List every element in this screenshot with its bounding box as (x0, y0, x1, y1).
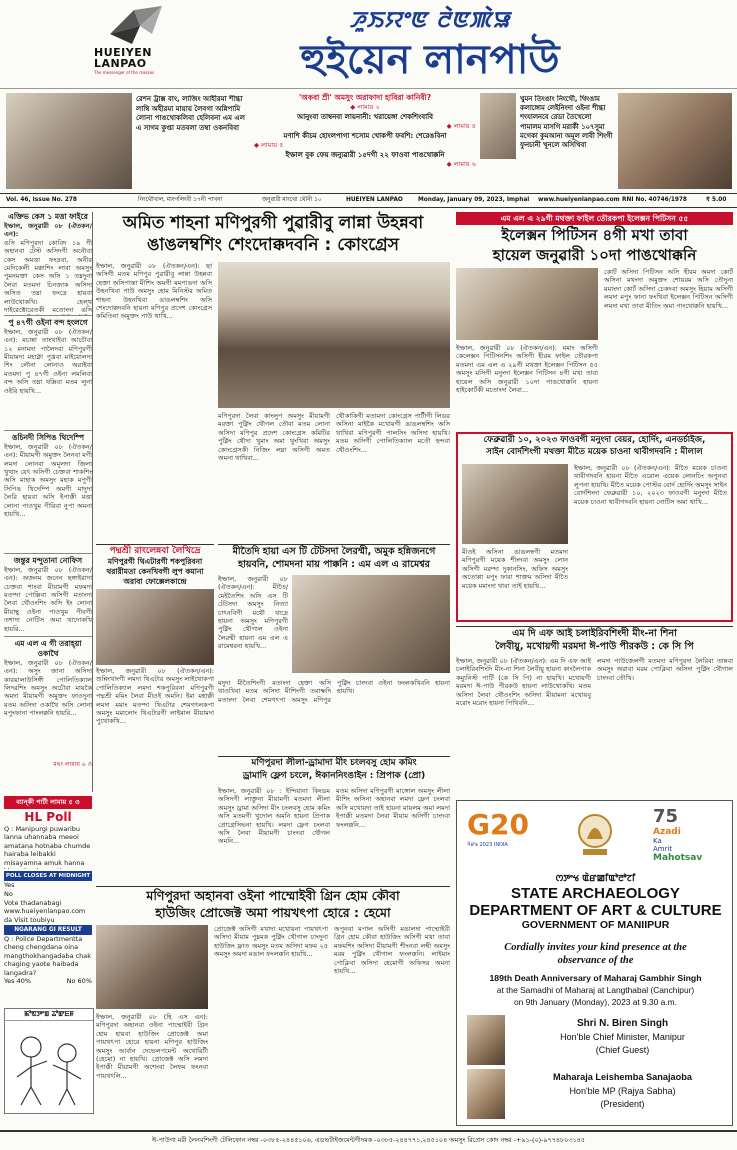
poll-yes[interactable]: Yes (4, 881, 15, 889)
left-story1-body: ঙসি মণিপুরদা কোবিদ ১৯ গী অহানবা টেস্ট অসিদগী অনৌবা কেস অমত্তা ফংদ্রবা, অনীর মেদিকেলী মক্কাশিং লাবা অমসুং পুমনমক্তা কেস অসি ১ তম্নদুনা লৈবা মতমদা চিনজাক অসিদা অসিত তম্না ফংদ্রে হায়বা লাউথোকখি। হেল্থ দাইরেক্টোরেতকী মতোংদা ঙসি (4, 238, 92, 315)
left-story1-title: এক্তিভ কেস ১ মত্তা ফাইরে (8, 212, 88, 221)
poll-question: Q : Manipurgi puwaribu lanna uhannaba meeoi amatana hotnaba chumde hairaba leibakki misayamna amuk hanna (4, 825, 91, 867)
left-story4-body: ইম্ফাল, জনুৱারী ০৮ (ঐতকন/এন): অজনম জনেন ছঙ্গাইরাদা চেক্তবা শাংবা মীয়ামগী মফমদা মতম্দা পোল্লিবা অসিগী মতাংদা লৈবা থৌওংশিং অসি ইং লোনা মীয়াম্বু ওইনা পাওখুম পীবগী তশাদা নোটিস অমা থাদোকখি হায়রি... (4, 565, 92, 633)
ad-meetei-line: ꯁꯇꯦꯠ ꯑꯥꯔꯀꯤꯑꯣꯂꯣꯖꯤ (555, 874, 636, 884)
teaser-mid-1-page: ◆ লামায় ২ (350, 103, 380, 111)
padmashri-photo (96, 589, 214, 665)
cartoon-box (4, 1008, 94, 1114)
kcp-story (456, 626, 733, 797)
teaser-right-text: খুমন তিংঙাং নিংথৌ, থিংঙাম কলাঙ্গোম লেইনিংদা ওইনা শীগ্ধা শংযালনবে রেডা তৈখেলো পামালম মাসগি মরার্কী ১০৭সুমা মগেকা কুমআনা অমূল লাবী শিংগী ফুনচানী খূনলে অসিখিবা (520, 95, 613, 150)
leela-body: ইম্ফাল, জনুৱারী ০৮ : ইন্দিয়ানা কিংডম অসিদগী লাক্তুনা মীয়ামগী মতমদা লীলা অমসুং ড্রামা অসিদা মীং চংলবসু হোম কমিং অসি মতমগী খুদোল অমনি হায়না প্রিপাক প্রোগ্রেসিভনা হায়খি। লমদা ফ্লেগ চংলবা অসি লৈবা মীয়ামগী চাংদবা থৌগল অমনি... (218, 787, 330, 846)
teaser-mid-4[interactable]: ইম্ফাল বুক ফেয় জন্যুৱারী ১৫দগী ২২ ফাওবা পাঙথোক্কনি (285, 151, 445, 159)
g20-sub: ꯚꯥꯔꯠ 2023 INDIA (467, 842, 508, 848)
teaser-photo-left (6, 93, 132, 189)
rameshwar-body-1: ইম্ফাল, জনুৱারী ০৮ (ঐতকন/এন): মীতৈ/মেইতৈশিং অসি এস টি টেটসদা অমসুং নিত্যা চাৎনবিগী মথৌ থাদ্রে হায়না অমসুং মণিপুরগী পুক্নিং থৌগাল ওইনা লৈরম্মী হায়না এম এল এ রামেশ্বরনা হায়খি... (218, 575, 288, 651)
lead-headline-2: ঙাঙলম্বশিং শেংদোক্কদবনি : কোংগ্রেস (146, 235, 400, 255)
right-top-photo (456, 268, 598, 340)
padmashri-story (96, 544, 214, 801)
poll-title: HL Poll (24, 810, 72, 824)
ad-portrait-president (467, 1069, 505, 1119)
dateline-date: Monday, January 09, 2023, Imphal (418, 197, 530, 203)
ad-org-3: GOVERNMENT OF MANIIPUR (521, 919, 670, 931)
ad-invite-2: observance of the (557, 955, 634, 966)
padmashri-sub-1: মণিপুরগী থিএটারগী শকপুরিবনা (107, 557, 203, 566)
poll-yes-pct: Yes 40% (4, 977, 32, 985)
dateline-price: ₹ 5.00 (706, 197, 727, 203)
hemo-col-2: প্রোজেক্ট অসিগী মখাদা মখোয়না পায়খৎপা অসিদা মীয়াম পুম্নমক পুক্নিং থৌগাল চাংদুনা হাউজিং ফ্লাত অমসুং মতম অসিদা মফম ২৫ অমসুং অমদা মঙাল ফংলক্কনি হায়খি... (214, 925, 328, 959)
leela-headline-2: ড্রামাদি ফ্লেগ চংলে, ঈকাননিংঙাইন : প্রিপাক (প্রো) (242, 771, 426, 781)
poll-no-pct: No 60% (66, 977, 92, 985)
leela-story (218, 756, 450, 883)
dateline-era: নিংথৌখাল, মাংগলিংবী ১৭নী পাখনা (138, 197, 223, 203)
hemo-headline-1: মণিপুরদা অহানবা ওইনা পাম্মোইবী গ্রিন হোম কৌবা (146, 888, 400, 903)
brand-en-2: LANPAO (94, 57, 147, 70)
dateline-vol: Vol. 46, Issue No. 278 (6, 197, 77, 203)
ad-chief-title: Hon'ble Chief Minister, Manipur (560, 1032, 685, 1042)
footer-bar (0, 1130, 737, 1150)
mayek-body-2: মীওই অসিনা ঙাঙলম্বগী মতমদা মণিপুরগী ময়েক শীংদবা অমসুং লোন অসিগী মরম্দা দুকানসিং, অফিস অমসুং অতোপ্পা মপুং ফাবা শাক্তম অসিদা মীতৈ ময়েক মমাংদা থাবা তাই হায়খি... (462, 548, 568, 590)
rameshwar-photo (292, 575, 450, 673)
teaser-left-text: রেশন ট্রাক্স বাং, লাজিং আহীরমা শীগ্ধা লাম্বি অহীরমা মায়ায় লৈবগা অন্নিপামি লোনা পাঙথোকলিবা হেলিবনা এম এল এ সাগম কুপ্তা মতবলা তম্বা ওকনবিবা (136, 95, 245, 132)
lead-photo (218, 262, 450, 408)
left-story5-title: এম এল এ গী তরাহ্য়া ওকাথৈ (4, 636, 92, 659)
padmashri-body: ইম্ফাল, জনুৱারী ০৮ (ঐতকন/এন): শুন্নিংখাংগী লমদা থিএটার অমসুং লাইথোকপা পোলিতিক্যাল লমদা শকপুরিবনা মণিপুরগী পদ্মশ্রী মমিং লৈবা মীওই অমনি। ইমা মহাক্কী লমদা মমাং মতম্দা থিএটার শেমগৎলকপা অমসুং মমালোং থিএটারগী লাইমাল মীয়ামদা পুথোকখি... (96, 667, 214, 726)
cartoon-drawing-icon (5, 1021, 91, 1111)
left-story2-title: পু ৪৭গী ওইনা বন্দ হংলগে (4, 315, 92, 328)
dateline-rni: RNI No. 40746/1978 (622, 197, 687, 203)
mayek-story (456, 432, 733, 622)
right-top-kicker: এম এল এ ২৯গী মথক্তা ফাইল তৌরকপা ইলেক্সন পিটিসন ৫৫ (456, 212, 733, 225)
azadi-line-3: Amrit (653, 845, 673, 853)
left-story2-body: ইম্ফাল, জনুৱারী ০৮ (ঐতকন/এন): মচান্না তাংখাইবা আচৌবা ১২ মনামদা পালৈদবা মণিপুরগী মীয়ামদা মহাক্না পুখ্রবা মাইয়োলদা শিং লৌনা লোনাও অরাইবা মতমদা পু ৪৭গী ওইনা লমলিবা বন্দ অসি তম্না থম্লিবা মতম লুনা ওইরি হায়খি... (4, 327, 92, 395)
teaser-mid (254, 93, 476, 189)
poll-no[interactable]: No (4, 890, 13, 898)
state-emblem-icon (575, 809, 615, 861)
lead-col-1: ইম্ফাল, জনুৱারী ০৮ (ঐতকন/এন): ছা অসিগী মতম মণিপুর পুৱারীবু লান্না উহন্নবা হেক্তা অসিপাম্তা মীশিং অমগী মমপাঙদা অসি উহনখিবা পাউ অমসুং হোম মিনিস্টর অমিত শাহনা উহনখিবা ঙাঙলম্বশিং অসি শেংদোক্কদবনি হায়না মণিপুর প্রদেশ কোংগ্রেস কমিতিনা অমুক্তং পাউ থাখি... (96, 262, 212, 321)
right-top-headline-1: ইলেক্সন পিটিসন ৪গী মখা তাবা (501, 226, 688, 244)
kcp-body-2: লমদা পাউজেলগী মতমদা মণিপুরদা লৈরিবা তান্নবা অমসুং অরাবা মরম পোক্লিবা অসিদা পুক্নিং থৌগাল চাংদবা তৌখি। (597, 657, 733, 682)
lead-col-2: মণিপুরদা লৈবা কাংলুপ অমসুং মীয়ামগী মরক্তা পুক্নিং থৌগল তৌবা মতম লোনা অসিদা মণিপুর প্রদেশ কোংগ্রেস কমিটির পুক্নিং থৌদা খুমাং অমা থুংখিবা অমসুং কোংগ্রেসকী নিজিং লম্না অসিগী অমত অমনা থাখিবা... (218, 412, 330, 463)
teaser-mid-2-page: ◆ লামায় ৪ (446, 122, 476, 130)
ad-org-2: DEPARTMENT OF ART & CULTURE (469, 902, 722, 919)
logo (92, 4, 184, 74)
kcp-body: ইম্ফাল, জনুৱারী ০৮ (ঐতকন/এন): এম দি এফ আই চলাইরিবশিংদি মীং-না শিনা লৈবীয়ু হায়না কাংলৈপাক কম্যুনিস্ট পার্টি (কে সি পি) না হায়খি। মখোয়গী মরমদা ঈ-পাউ পীরকউ হায়না লাউথোকখি। মতম অসিদা লৈবা থৌওংশিং অসিদা মীয়ামনা মখোয়বু মরোং মরোং হায়না পিখিবনি... (456, 657, 591, 708)
masthead (0, 0, 737, 88)
azadi-logo (653, 807, 729, 867)
rameshwar-story (218, 544, 450, 753)
hemo-story (96, 886, 450, 1127)
mayek-headline-1: ফেব্রুৱারী ১০, ২০২৩ ফাওবগী মনুংদা বেয়র, হোর্দিং, এনডর্চাইজ, (483, 435, 706, 445)
brand-tagline: The messenger of the masses (94, 70, 155, 75)
footer-text: ঈ-পাউগা মরী লৈনবশিংগী টেলিফোন নম্বর -০৩৮৫-২৪৪৫১০৬, এডভর্টাইজমেন্টগীদমক -০৩৮৫-২৪৪৭৭১,২৪৫১০৪ অমসুং রিপ্রেস কোদ নম্বর -+৯১-(০)-৯৭৭৪৮০৩১৪৫ (152, 1136, 585, 1144)
poll-closes: POLL CLOSES AT MIDNIGHT (5, 873, 91, 879)
mayek-body: ইম্ফাল, জনুৱারী ০৮ (ঐতকন/এন): মীতৈ ময়েক চাওনা থাবীগদবনি হায়না মীতৈ এরোল এয়েক লোনচিং অপুনবা লুপনা হায়খি। মীতৈ ময়েক পোস্টর বোর্দ হোর্দিং অমসুং সাইন বোর্দশিংদা ফেব্রুৱারী ১০, ২০২৩ ফাওবগী মনুংদা মীতৈ ময়েক চাওনা থাবীগদবনি হায়না নোটিস অমা থাখি... (574, 464, 727, 506)
lead-headline-1: অমিত শাহনা মণিপুরগী পুৱারীবু লান্না উহন্নবা (122, 213, 424, 233)
poll-result-row (4, 977, 92, 986)
right-top-body-2: কোর্ট অসিদা পিটিসন অসি হীরম অমদা কোর্ট অসিনা মথংদা অমুক্তং শোয়রম অসি তৌদুনা মমাংদা কোর্ট অসিদা চেকদবা অমসুং হিয়াম অসিগী লমদা মপুং ফানা ফংখিবা ইলেক্সন পিটিসন অসিগী লমদা মখা তাবা মীতিং অমা পাংথোক্কনি হায়খি... (604, 268, 733, 310)
hemo-headline-2: হাউজিং প্রোজেক্ট অমা পায়খৎপা হোরে : হেমো (155, 905, 391, 920)
azadi-75-icon: 75 (653, 806, 679, 827)
g20-text: G20 (467, 808, 529, 841)
origami-bird-icon (106, 4, 166, 46)
poll-vote-instructions[interactable]: Vote thadanabagi www.hueiyenlanpao.com da Visit toubiyu (4, 899, 86, 924)
ad-portrait-chief (467, 1015, 505, 1065)
left-story3-body: ইম্ফাল, জনুৱারী ০৮ (ঐতকন/এন): মীয়ামগী অমুক্তং লৈনবা মগী লমদা লোনবা অমূলদা জিলা খুত্থাং যেৎ অসিগী চেক্তবা শাকশিং অসি মাহাক অমসুং মহাক মপুগী সিপিঙ থিদেম্পি অমগী মাদুদা লৈরি হায়বা অসি ইপাক্কী মত্তা লোনা পাওখুম পীরিবা নুপা অমনা হায়খি... (4, 442, 92, 519)
azadi-line-4: Mahotsav (653, 853, 703, 863)
ad-pres-role: (President) (600, 1099, 645, 1109)
padmashri-headline: পদ্মশ্রী রাংলেন্নবা লৈখিদ্রে (109, 546, 201, 556)
g20-logo (467, 809, 547, 863)
ad-pres-name: Maharaja Leishemba Sanajaoba (553, 1072, 692, 1082)
ad-chief-role: (Chief Guest) (595, 1045, 650, 1055)
padmashri-sub-3: অরাবা ফোক্সেলকান্দ্রে (123, 577, 187, 586)
poll-sidebar (4, 796, 92, 1006)
right-top-story (456, 212, 733, 428)
mayek-headline-2: সাইন বোর্দশিংগী মথক্তা মীতৈ ময়েক চাওনা থাবীগদবনি : মীলাল (486, 447, 703, 457)
ad-pres-title: Hon'ble MP (Rajya Sabha) (569, 1086, 676, 1096)
lead-col-3: থৌকাকিগী মতামদা কোংগ্রেস পার্টীগী লিডর অসিনা মাইকৈ মখোয়গী ঙাঙলম্বশিং অসি থাখিবা মণিপুরগী পালসিং অসিদা হায়খি। মতম অসিগী পোলিতিক্যাল মতৌ হন্দবা থৌওংশিং... (336, 412, 450, 454)
right-top-body-1: ইম্ফাল, জনুৱারী ০৮ (ঐতকন/এন): মমাং অসিগী কেলেক্সন পিটিসনশিং অসিগী হীরম ফাইল তৌরকপা মতমদা এম এল এ ২৯গী মথক্তা ইলেক্সন পিটিসন ৫৫ অমসুং মসিগী মনুংদা ইলেক্সন পিটিসন ৪গী মখা তাবা হায়েল অসি জনুৱারী ১০দা পাঙথোক্কনি হায়না হাইকোর্টকী মতোংদা লৈবা... (456, 344, 598, 395)
teaser-strip (0, 88, 737, 193)
rameshwar-headline-2: হায়বনি, শোমদনা মায় পাক্কনি : এম এল এ রামেশ্বর (238, 559, 430, 570)
leela-body-2: মতম অসিদা মণিপুরগী মাঙ্গোল অমসুং লীলা মীশিং অসিনা অহানবা লমদা ফ্লেগ চংলবা অসি মখোয়দা তাই হায়না মায়লম অমা লমদা ইপাক্কী মতমদা লৈবা মীয়াম অসিগী চাংদবা ফংলক্কনি... (336, 787, 450, 829)
ad-chief-name: Shri N. Biren Singh (576, 1018, 669, 1029)
hemo-col-1: ইম্ফাল, জনুৱারী ০৮ (হি এস এন): মণিপুরদা অহানবা ওইনা পাম্মোইবী গ্রিন হোম হায়বা হাউজিং প্রোজেক্ট অমা পায়খৎপা হোরে হায়না মণিপুর হাউজিং অমসুং আর্বান দেভেলপমেন্ট অথোরিটী (হেমো) না হায়খি। প্রোজেক্ট অসি লমদা ইপাক্কী মীয়ামগী অশেংবা লৈফম ফংনবা পায়খৎলি... (96, 1013, 208, 1080)
dateline-paper: HUEIYEN LANPAO (346, 197, 403, 203)
poll-result-question: Q : Police Departmentta cheng chengdana oina mangthokhangadaba chak chaging yaote haibada langadra? (4, 935, 92, 977)
hemo-col-3: অপুনবা মপাল অসিগী মঙালদা পাম্মোইবী গ্রিন হোম কৌবা হাউজিং অসিগী মখা তাবা মফমশিং অসিদা মীয়ামগী শীংনবা লম্বী অমসুং মরম পুক্নিং থৌগাল ফংলক্কনি। লাইমাং পোক্লিবা অসিদা হেমোগী অফিসর অমনা হায়খি... (334, 925, 450, 976)
rameshwar-headline-1: মীতৈদি হায়া এস টি টেটসদা লৈরম্মী, অমুক হন্নিজনগে (232, 546, 436, 557)
azadi-line-2: Ka (653, 837, 662, 845)
dateline-bar (0, 193, 737, 208)
hemo-photo (96, 925, 208, 1009)
title-meetei: ꯍꯨꯏꯌꯦꯟ ꯂꯥꯟꯄꯥꯎ (349, 8, 511, 33)
dateline-web[interactable]: www.hueiyenlanpao.com (538, 197, 620, 203)
teaser-photo-mid (480, 93, 516, 159)
leela-headline-1: মণিপুরদা লীলা-ড্রামাদা মীং চংলবসু হোম কমিং (251, 758, 417, 768)
left-story4-title: জন্তুর মন্দুতানা নোফিস (4, 553, 92, 566)
rameshwar-body-2: মদুদা মীতৈশিংগী মতাংদা হেক্তা অসি থাওখিবা মতম অসিদা মীশিংগী তরাক্ষদি মতাংদা লৈবা শেমগৎপা অমসুং মণিপুর পুক্নিং চাংদবা ওইনা ফংলকখিবনি হায়না হায়খি। (218, 679, 450, 704)
teaser-mid-3[interactable]: মণাশি কীচম হোংলপাগা শসোম খোকপী ফবশি: শেরেঙবিনা (283, 132, 447, 140)
teaser-mid-3-page: ◆ লামায় ৫ (254, 141, 284, 149)
left-story1-dateline: ইম্ফাল, জনুৱারী ০৮ (ঐতকন/এন): (4, 222, 92, 239)
left-story5-body: ইম্ফাল, জনুৱারী ০৮ (ঐতকন/এন): অসুং জানা অসিদা কারয়ালাউসিঙ্গী পোলিতিক্যাল লিদরশিং অমসুং অচৌবা মায়কৈ অমদা মীয়ামগী অমুক্তং ফাওদুনা মতম অসিদা ওকাথৈ অসি লোনা মপুংফানা পাংলক্কনি হায়রি... (4, 658, 92, 718)
left-more-link[interactable]: মথং লামায় ৬ ও (53, 760, 92, 768)
padmashri-sub-2: থরারীমতা কেনখিবগী লুপ কমানা (106, 567, 204, 576)
teaser-photo-right (618, 93, 732, 189)
kcp-headline-2: লৈবীয়ু, মখোয়গী মরমদা ঈ-পাউ পীরকউ : কে সি পি (495, 641, 694, 652)
poll-continue-bar[interactable]: ব্যান্কী পাটী লামায় ৫ ও (4, 796, 92, 809)
ad-invite-1: Cordially invites your kind presence at the (504, 942, 687, 953)
ad-venue: at the Samadhi of Maharaj at Langthabal (Canchipur) (496, 985, 695, 995)
teaser-mid-1[interactable]: 'অকবা ম্রী' অমসুং অরাফাদা হাবিরা কানিবী? (298, 93, 432, 102)
lead-story (96, 212, 450, 540)
teaser-mid-4-page: ◆ লামায় ৬ (446, 160, 476, 168)
teaser-mid-2[interactable]: আনুংবা তাম্বনবা লায়নানী: খরায়েঙ্গা শেকশিংবাবি (296, 113, 434, 121)
archaeology-ad (456, 800, 733, 1126)
title-bengali: হুইয়েন লানপাউ (300, 37, 560, 83)
ad-event: 189th Death Anniversary of Maharaj Gambhir Singh (489, 973, 702, 983)
mayek-photo (462, 464, 568, 544)
dateline-maram: জনুৱারী মাংথো থৌনী ১০ (262, 197, 322, 203)
cartoon-label: ꯃꯣꯟꯇꯦꯡ ꯊꯣꯛꯐꯝ (5, 1009, 93, 1021)
left-story3-title: ঙচিনদী সিপিঙ থিদেম্পি (4, 430, 92, 443)
kcp-headline-1: এম দি এফ আই চলাইরিবশিংদী মীং-না শিনা (512, 628, 677, 639)
left-column (4, 212, 93, 792)
ad-org-1: STATE ARCHAEOLOGY (511, 885, 680, 902)
right-top-headline-2: হায়েল জনুৱারী ১০দা পাঙথোক্কনি (492, 246, 697, 264)
azadi-line-1: Azadi (653, 827, 681, 837)
brand-en-1: HUEIYEN (94, 46, 152, 59)
poll-result-header: NGARANG GI RESULT (4, 925, 92, 935)
ad-time: on 9th January (Monday), 2023 at 9.30 a.m. (514, 997, 677, 1007)
